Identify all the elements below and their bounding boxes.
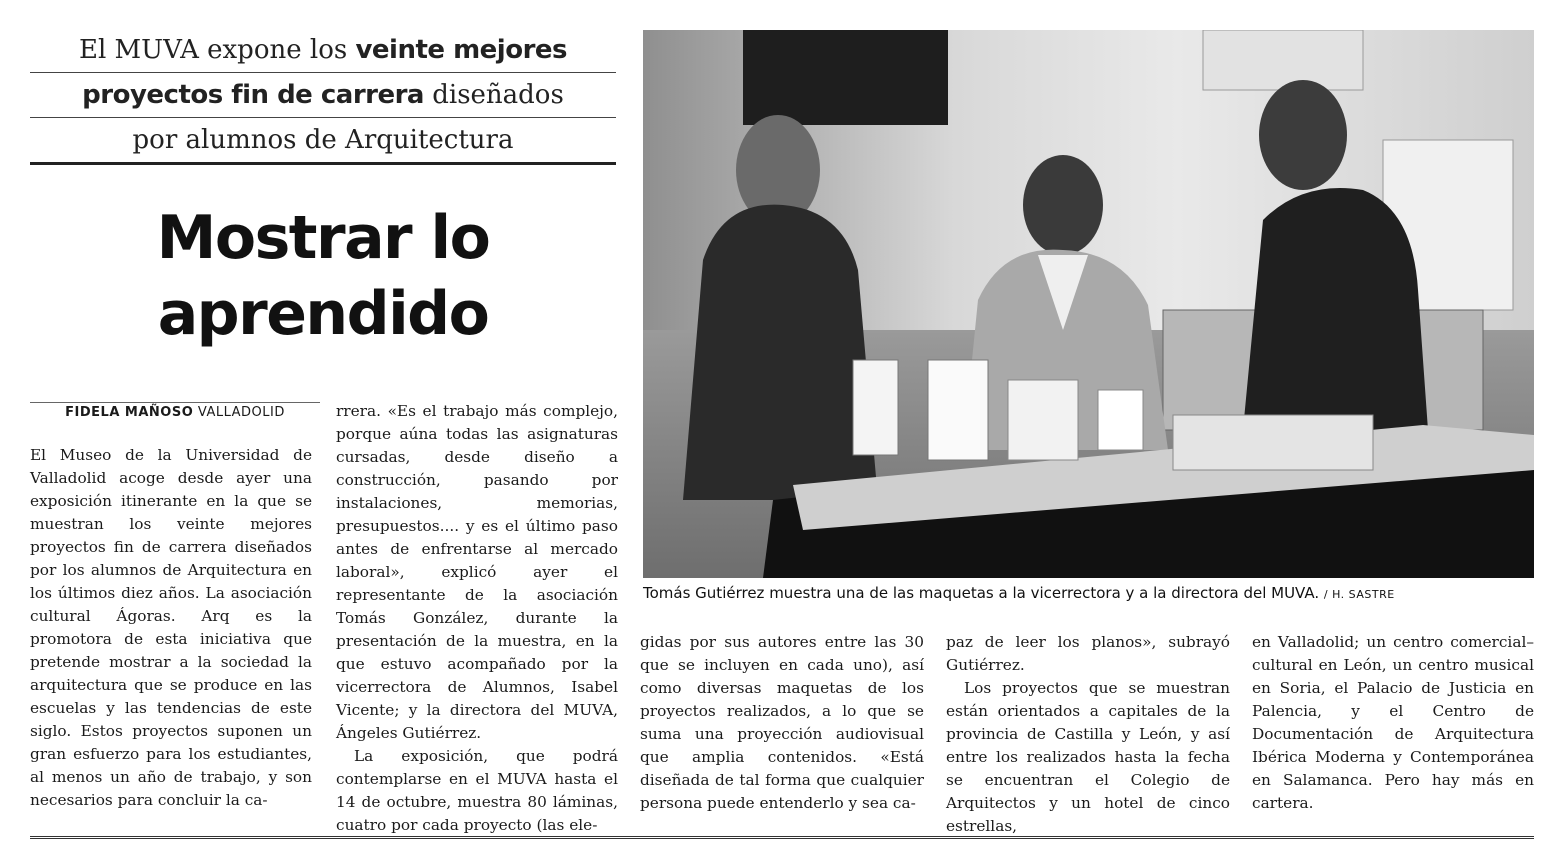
- article-paragraph: La exposición, que podrá contemplarse en el MUVA hasta el 14 de octubre, muestra 80 láminas, cuatro por cada proyecto (las ele-: [336, 747, 618, 834]
- byline: [30, 402, 320, 420]
- headline-line-2: aprendido: [157, 279, 489, 349]
- photo-caption: [643, 584, 1534, 602]
- kicker-line-1: [30, 28, 616, 73]
- article-column-3: [640, 631, 924, 815]
- kicker-emphasis: proyectos fin de carrera: [82, 80, 424, 110]
- kicker: [30, 28, 616, 165]
- article-paragraph: en Valladolid; un centro comercial–cultural en León, un centro musical en Soria, el Palacio de Justicia en Palencia, y el Centro de Documentación de Arquitectura Ibérica Moderna y Contemporánea en Salamanca. Pero hay más en cartera.: [1252, 633, 1534, 812]
- article-column-1: [30, 444, 312, 812]
- article-column-2: [336, 400, 618, 837]
- kicker-text: El MUVA expone los: [78, 35, 356, 65]
- news-photo: [643, 30, 1534, 578]
- byline-author: FIDELA MAÑOSO: [65, 405, 194, 420]
- article-column-4: [946, 631, 1230, 838]
- article-column-5: [1252, 631, 1534, 815]
- headline: [30, 200, 616, 352]
- kicker-line-3: por alumnos de Arquitectura: [30, 118, 616, 165]
- article-paragraph: Los proyectos que se muestran están orientados a capitales de la provincia de Castilla y León, y así entre los realizados hasta la fecha se encuentran el Colegio de Arquitectos y un hotel de cinco estrellas,: [946, 679, 1230, 835]
- caption-text: Tomás Gutiérrez muestra una de las maquetas a la vicerrectora y a la directora del MUVA.: [643, 584, 1320, 602]
- kicker-line-2: [30, 73, 616, 118]
- photo-credit: / H. SASTRE: [1323, 588, 1395, 601]
- kicker-text: diseñados: [423, 80, 564, 110]
- kicker-emphasis: veinte mejores: [355, 35, 568, 65]
- bottom-rule: [30, 836, 1534, 839]
- article-paragraph: El Museo de la Universidad de Valladolid acoge desde ayer una exposición itinerante en la que se muestran los veinte mejores proyectos fin de carrera diseñados por los alumnos de Arquitectura en los últimos diez años. La asociación cultural Ágoras. Arq es la promotora de esta iniciativa que pretende mostrar a la sociedad la arquitectura que se produce en las escuelas y las tendencias de este siglo. Estos proyectos suponen un gran esfuerzo para los estudiantes, al menos un año de trabajo, y son necesarios para concluir la ca-: [30, 446, 312, 809]
- article-paragraph: gidas por sus autores entre las 30 que se incluyen en cada uno), así como diversas maquetas de los proyectos realizados, a lo que se suma una proyección audiovisual que amplia contenidos. «Está diseñada de tal forma que cualquier persona puede entenderlo y sea ca-: [640, 633, 924, 812]
- headline-line-1: Mostrar lo: [156, 203, 490, 273]
- article-paragraph: paz de leer los planos», subrayó Gutiérrez.: [946, 633, 1230, 674]
- byline-location: VALLADOLID: [197, 405, 285, 420]
- article-paragraph: rrera. «Es el trabajo más complejo, porque aúna todas las asignaturas cursadas, desde diseño a construcción, pasando por instalaciones, memorias, presupuestos.... y es el último paso antes de enfrentarse al mercado laboral», explicó ayer el representante de la asociación Tomás González, durante la presentación de la muestra, en la que estuvo acompañado por la vicerrectora de Alumnos, Isabel Vicente; y la directora del MUVA, Ángeles Gutiérrez.: [336, 402, 618, 742]
- photo-illustration: [643, 30, 1534, 578]
